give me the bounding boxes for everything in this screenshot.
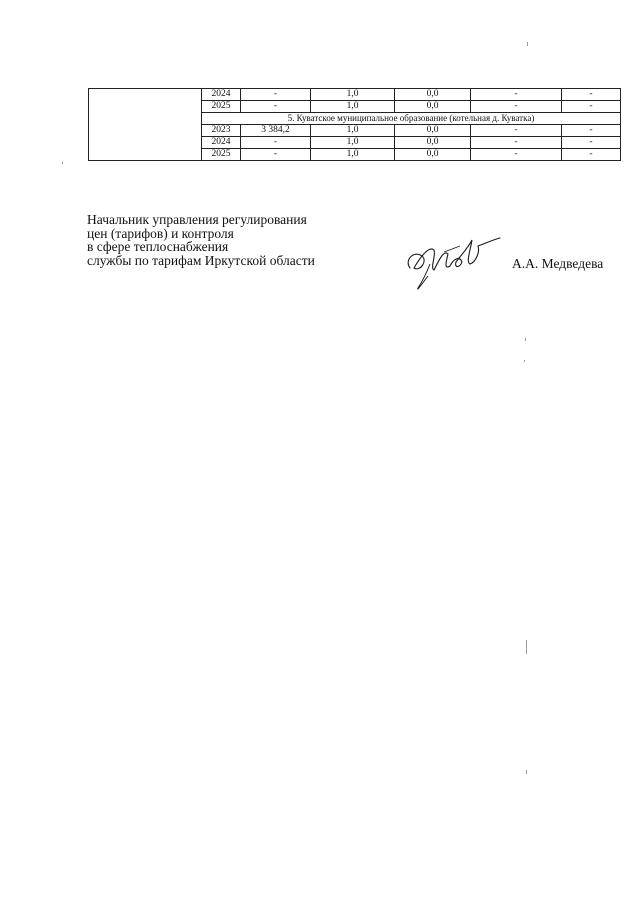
- value-cell: 0,0: [395, 89, 471, 101]
- value-cell: -: [241, 137, 311, 149]
- value-cell: 1,0: [311, 101, 395, 113]
- signatory-title-line: цен (тарифов) и контроля: [87, 225, 234, 241]
- value-cell: -: [562, 125, 621, 137]
- signatory-title-line: службы по тарифам Иркутской области: [87, 252, 315, 268]
- value-cell: -: [471, 149, 562, 161]
- value-cell: 0,0: [395, 125, 471, 137]
- year-cell: 2023: [202, 125, 241, 137]
- scan-artifact: [526, 770, 527, 774]
- handwritten-signature: [400, 228, 502, 292]
- signer-name: А.А. Медведева: [512, 256, 604, 271]
- value-cell: 0,0: [395, 137, 471, 149]
- year-cell: 2025: [202, 149, 241, 161]
- year-cell: 2024: [202, 137, 241, 149]
- value-cell: 0,0: [395, 101, 471, 113]
- value-cell: -: [241, 149, 311, 161]
- scan-artifact: [524, 360, 525, 362]
- value-cell: -: [471, 137, 562, 149]
- scan-artifact: [62, 162, 63, 164]
- year-cell: 2025: [202, 101, 241, 113]
- signatory-title-line: Начальник управления регулирования: [87, 212, 307, 227]
- value-cell: -: [471, 125, 562, 137]
- scan-artifact: [525, 338, 526, 341]
- value-cell: -: [471, 89, 562, 101]
- tariff-table: [88, 88, 621, 161]
- year-cell: 2024: [202, 89, 241, 101]
- value-cell: -: [241, 89, 311, 101]
- value-cell: 0,0: [395, 149, 471, 161]
- value-cell: -: [562, 101, 621, 113]
- table-row: [89, 89, 621, 101]
- value-cell: -: [241, 101, 311, 113]
- value-cell: 1,0: [311, 137, 395, 149]
- value-cell: -: [562, 149, 621, 161]
- value-cell: -: [471, 101, 562, 113]
- scan-artifact: [526, 640, 527, 654]
- section-title: 5. Куватское муниципальное образование (котельная д. Куватка): [202, 113, 621, 125]
- signatory-title: [87, 213, 315, 267]
- blank-first-column: [89, 89, 202, 161]
- scan-artifact: [527, 42, 528, 46]
- value-cell: -: [562, 89, 621, 101]
- signatory-title-line: в сфере теплоснабжения: [87, 239, 229, 254]
- value-cell: -: [562, 137, 621, 149]
- value-cell: 1,0: [311, 89, 395, 101]
- value-cell: 1,0: [311, 125, 395, 137]
- value-cell: 3 384,2: [241, 125, 311, 137]
- value-cell: 1,0: [311, 149, 395, 161]
